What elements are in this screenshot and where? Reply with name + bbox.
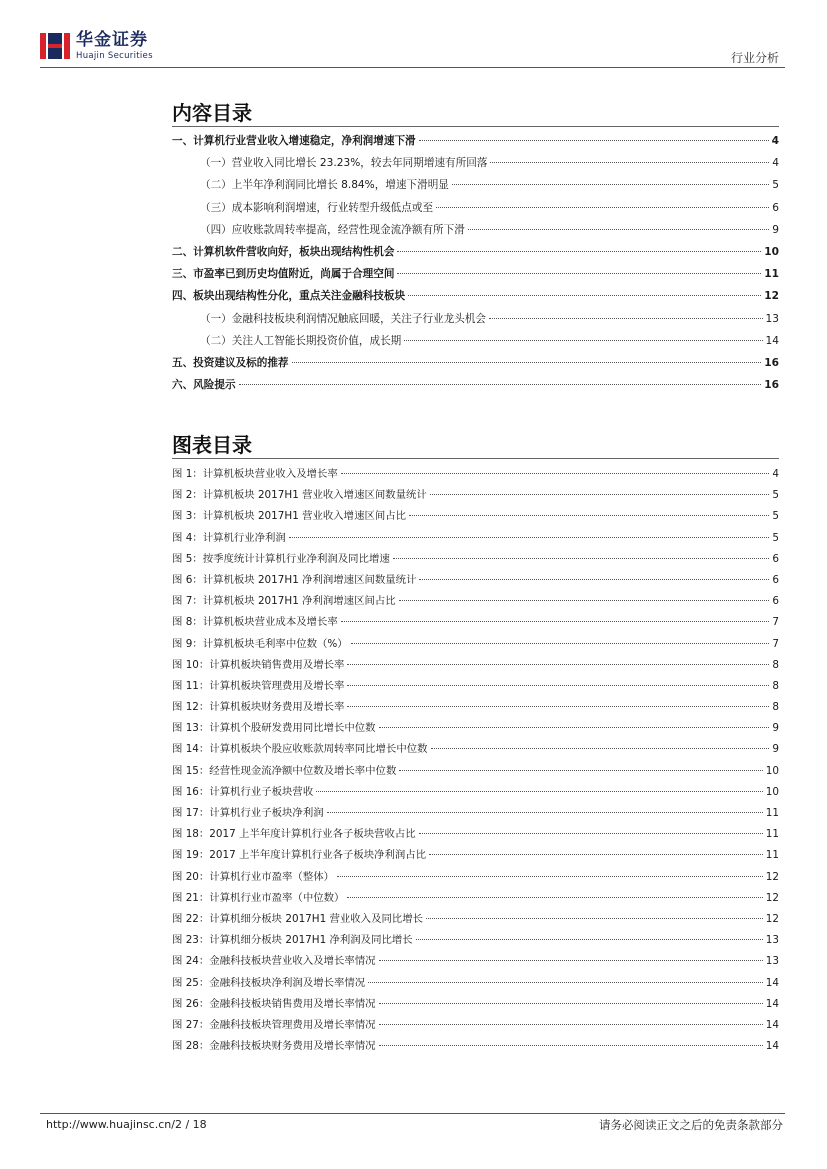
- leader-dots: [368, 982, 763, 983]
- figure-entry-page: 6: [772, 552, 779, 565]
- figure-entry[interactable]: [172, 974, 779, 995]
- figure-entry-text: 图 10：计算机板块销售费用及增长率: [172, 658, 345, 671]
- figures-title: 图表目录: [172, 433, 252, 457]
- figure-entry-page: 14: [765, 1040, 779, 1053]
- leader-dots: [416, 939, 763, 940]
- figure-entry-text: 图 19：2017 上半年度计算机行业各子板块净利润占比: [172, 849, 427, 862]
- toc-entry[interactable]: [172, 133, 779, 155]
- leader-dots: [399, 770, 762, 771]
- figure-entry[interactable]: [172, 762, 779, 783]
- toc-entry-page: 4: [772, 157, 779, 170]
- toc-entry-page: 12: [764, 290, 779, 303]
- leader-dots: [436, 207, 769, 208]
- toc-entry[interactable]: [172, 244, 779, 266]
- leader-dots: [341, 473, 770, 474]
- figure-entry-text: 图 5：按季度统计计算机行业净利润及同比增速: [172, 552, 390, 565]
- figure-entry[interactable]: [172, 529, 779, 550]
- figure-entry[interactable]: [172, 825, 779, 846]
- toc-entry-page: 5: [772, 179, 779, 192]
- figure-entry-text: 图 28：金融科技板块财务费用及增长率情况: [172, 1040, 376, 1053]
- leader-dots: [489, 318, 762, 319]
- toc-entry-page: 11: [764, 268, 779, 281]
- figure-entry-page: 14: [765, 1018, 779, 1031]
- leader-dots: [419, 833, 763, 834]
- toc-entry-text: （四）应收账款周转率提高，经营性现金流净额有所下滑: [200, 223, 465, 236]
- toc-title-divider: [172, 126, 779, 127]
- figure-entry-page: 13: [765, 934, 779, 947]
- figure-entry[interactable]: [172, 613, 779, 634]
- figure-entry-text: 图 24：金融科技板块营业收入及增长率情况: [172, 955, 376, 968]
- leader-dots: [408, 295, 761, 296]
- toc-entry-text: 一、计算机行业营业收入增速稳定，净利润增速下滑: [172, 135, 416, 147]
- figure-entry[interactable]: [172, 465, 779, 486]
- figure-entry-page: 7: [772, 637, 779, 650]
- toc-entry[interactable]: [172, 333, 779, 355]
- figure-entry-page: 12: [765, 870, 779, 883]
- figure-entry-page: 6: [772, 573, 779, 586]
- brand-name-en: Huajin Securities: [76, 50, 153, 61]
- figure-entry-text: 图 2：计算机板块 2017H1 营业收入增速区间数量统计: [172, 489, 427, 502]
- leader-dots: [347, 897, 762, 898]
- toc-entry-text: （二）上半年净利润同比增长 8.84%，增速下滑明显: [200, 179, 449, 192]
- figure-entry[interactable]: [172, 656, 779, 677]
- figure-entry-text: 图 8：计算机板块营业成本及增长率: [172, 616, 338, 629]
- leader-dots: [316, 791, 763, 792]
- leader-dots: [397, 251, 761, 252]
- leader-dots: [429, 854, 763, 855]
- leader-dots: [351, 643, 770, 644]
- figure-entry-page: 5: [772, 531, 779, 544]
- figure-entry[interactable]: [172, 592, 779, 613]
- figure-entry-page: 14: [765, 976, 779, 989]
- toc-entry-page: 4: [771, 135, 779, 147]
- toc-entry-text: （一）金融科技板块利润情况触底回暖，关注子行业龙头机会: [200, 312, 487, 325]
- toc-entry-page: 10: [764, 245, 779, 258]
- figure-entry-page: 8: [772, 658, 779, 671]
- figure-entry[interactable]: [172, 507, 779, 528]
- leader-dots: [292, 362, 762, 363]
- leader-dots: [404, 340, 762, 341]
- leader-dots: [379, 727, 770, 728]
- figure-entry-page: 11: [765, 807, 779, 819]
- report-type-label: 行业分析: [730, 51, 779, 65]
- header-divider: [40, 67, 785, 68]
- leader-dots: [379, 1045, 763, 1046]
- leader-dots: [239, 384, 762, 385]
- toc-entry[interactable]: [172, 355, 779, 377]
- leader-dots: [419, 140, 769, 141]
- figure-entry-page: 8: [772, 679, 779, 692]
- figure-entry[interactable]: [172, 1037, 779, 1058]
- leader-dots: [347, 664, 769, 665]
- leader-dots: [419, 579, 769, 580]
- leader-dots: [379, 1003, 763, 1004]
- figure-entry-text: 图 26：金融科技板块销售费用及增长率情况: [172, 997, 376, 1010]
- toc-entry-text: （三）成本影响利润增速，行业转型升级低点或至: [200, 201, 434, 214]
- figure-entry[interactable]: [172, 550, 779, 571]
- figure-entry[interactable]: [172, 698, 779, 719]
- toc-entry-page: 16: [764, 379, 779, 392]
- toc-entry-page: 9: [772, 223, 779, 236]
- leader-dots: [341, 621, 770, 622]
- toc-entry-text: （二）关注人工智能长期投资价值，成长期: [200, 334, 402, 347]
- toc-entry-page: 14: [765, 334, 779, 347]
- page-header: [40, 28, 785, 68]
- figure-entry-text: 图 25：金融科技板块净利润及增长率情况: [172, 976, 366, 989]
- toc-entry[interactable]: [172, 266, 779, 288]
- leader-dots: [337, 876, 763, 877]
- toc-entry-page: 13: [765, 312, 779, 325]
- figure-entry-page: 12: [765, 912, 779, 925]
- figure-entry-text: 图 27：金融科技板块管理费用及增长率情况: [172, 1018, 376, 1031]
- toc-entry[interactable]: [172, 177, 779, 199]
- figure-entry-page: 11: [765, 849, 779, 862]
- figure-entry-text: 图 15：经营性现金流净额中位数及增长率中位数: [172, 764, 397, 777]
- figure-entry-text: 图 18：2017 上半年度计算机行业各子板块营收占比: [172, 828, 416, 841]
- figure-entry-page: 5: [772, 510, 779, 523]
- figure-entry-text: 图 4：计算机行业净利润: [172, 531, 286, 544]
- figure-entry[interactable]: [172, 931, 779, 952]
- toc-entry-text: （一）营业收入同比增长 23.23%，较去年同期增速有所回落: [200, 157, 488, 170]
- figure-entry-page: 7: [772, 616, 779, 629]
- figure-entry-text: 图 22：计算机细分板块 2017H1 营业收入及同比增长: [172, 912, 424, 925]
- footer-disclaimer: 请务必阅读正文之后的免责条款部分: [599, 1118, 783, 1132]
- leader-dots: [468, 229, 769, 230]
- figure-entry[interactable]: [172, 995, 779, 1016]
- leader-dots: [426, 918, 763, 919]
- leader-dots: [397, 273, 761, 274]
- figure-entry-text: 图 7：计算机板块 2017H1 净利润增速区间占比: [172, 595, 396, 608]
- toc-list: [172, 133, 779, 399]
- toc-entry-text: 三、市盈率已到历史均值附近，尚属于合理空间: [172, 268, 395, 281]
- figure-entry[interactable]: [172, 804, 779, 825]
- toc-entry-page: 16: [764, 356, 779, 369]
- figure-entry-page: 9: [772, 743, 779, 756]
- figure-entry-text: 图 9：计算机板块毛利率中位数（%）: [172, 637, 348, 650]
- leader-dots: [379, 960, 763, 961]
- leader-dots: [409, 515, 769, 516]
- logo-mark-icon: [40, 31, 70, 61]
- footer-divider: [40, 1113, 785, 1114]
- figure-entry-text: 图 6：计算机板块 2017H1 净利润增速区间数量统计: [172, 573, 417, 586]
- brand-name-cn: 华金证券: [76, 29, 148, 50]
- figure-entry[interactable]: [172, 910, 779, 931]
- figure-entry-page: 12: [765, 891, 779, 904]
- toc-entry[interactable]: [172, 288, 779, 310]
- leader-dots: [379, 1024, 763, 1025]
- figure-entry-page: 14: [765, 997, 779, 1010]
- figure-entry-text: 图 14：计算机板块个股应收账款周转率同比增长中位数: [172, 743, 428, 756]
- figures-title-divider: [172, 458, 779, 459]
- figure-entry-text: 图 12：计算机板块财务费用及增长率: [172, 701, 345, 714]
- figure-entry[interactable]: [172, 719, 779, 740]
- leader-dots: [490, 162, 769, 163]
- figure-entry[interactable]: [172, 677, 779, 698]
- leader-dots: [393, 558, 770, 559]
- figure-entry-text: 图 1：计算机板块营业收入及增长率: [172, 468, 338, 480]
- figure-entry-text: 图 13：计算机个股研发费用同比增长中位数: [172, 722, 376, 735]
- figure-entry-text: 图 3：计算机板块 2017H1 营业收入增速区间占比: [172, 510, 407, 523]
- figure-entry-text: 图 17：计算机行业子板块净利润: [172, 807, 324, 819]
- toc-entry[interactable]: [172, 222, 779, 244]
- toc-entry-page: 6: [772, 201, 779, 214]
- figure-entry[interactable]: [172, 889, 779, 910]
- toc-entry-text: 四、板块出现结构性分化，重点关注金融科技板块: [172, 290, 406, 303]
- figure-entry-page: 9: [772, 722, 779, 735]
- toc-title: 内容目录: [172, 101, 252, 125]
- figure-entry-text: 图 23：计算机细分板块 2017H1 净利润及同比增长: [172, 934, 413, 947]
- leader-dots: [289, 537, 770, 538]
- toc-entry-text: 六、风险提示: [172, 379, 236, 392]
- figure-entry-text: 图 16：计算机行业子板块营收: [172, 785, 314, 798]
- leader-dots: [327, 812, 763, 813]
- figures-list: [172, 465, 779, 1058]
- figure-entry[interactable]: [172, 783, 779, 804]
- leader-dots: [452, 184, 769, 185]
- figure-entry-page: 8: [772, 701, 779, 714]
- figure-entry[interactable]: [172, 635, 779, 656]
- leader-dots: [399, 600, 770, 601]
- toc-entry[interactable]: [172, 200, 779, 222]
- figure-entry-page: 11: [765, 828, 779, 841]
- toc-entry-text: 五、投资建议及标的推荐: [172, 356, 289, 369]
- leader-dots: [347, 685, 769, 686]
- toc-entry[interactable]: [172, 311, 779, 333]
- figure-entry[interactable]: [172, 868, 779, 889]
- toc-entry[interactable]: [172, 155, 779, 177]
- figure-entry-page: 4: [772, 468, 779, 480]
- footer-url-page: http://www.huajinsc.cn/2 / 18: [46, 1118, 207, 1131]
- figure-entry-page: 5: [772, 489, 779, 502]
- figure-entry[interactable]: [172, 571, 779, 592]
- figure-entry-text: 图 11：计算机板块管理费用及增长率: [172, 679, 345, 692]
- figure-entry-page: 13: [765, 955, 779, 968]
- toc-entry[interactable]: [172, 377, 779, 399]
- figure-entry[interactable]: [172, 1016, 779, 1037]
- figure-entry[interactable]: [172, 486, 779, 507]
- figure-entry[interactable]: [172, 952, 779, 973]
- figure-entry-page: 10: [765, 785, 779, 798]
- toc-entry-text: 二、计算机软件营收向好，板块出现结构性机会: [172, 245, 395, 258]
- leader-dots: [430, 494, 770, 495]
- leader-dots: [431, 748, 770, 749]
- figure-entry-page: 10: [765, 764, 779, 777]
- figure-entry[interactable]: [172, 846, 779, 867]
- figure-entry-text: 图 21：计算机行业市盈率（中位数）: [172, 891, 345, 904]
- leader-dots: [347, 706, 769, 707]
- figure-entry-page: 6: [772, 595, 779, 608]
- figure-entry[interactable]: [172, 740, 779, 761]
- brand-logo: [40, 28, 153, 64]
- figure-entry-text: 图 20：计算机行业市盈率（整体）: [172, 870, 334, 883]
